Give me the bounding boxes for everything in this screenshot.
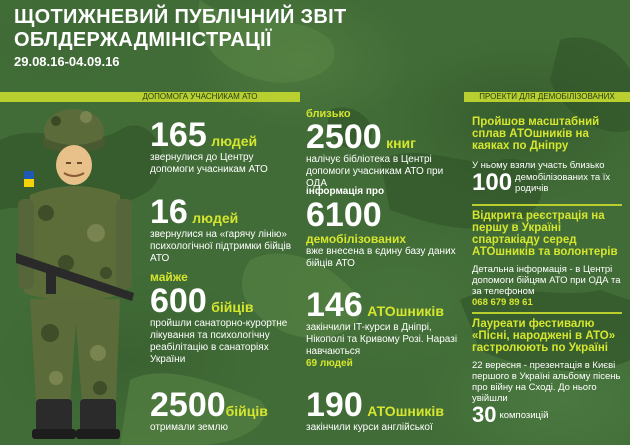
stat-unit: АТОшників [367, 303, 444, 319]
stat-card-3 [150, 388, 300, 434]
project-text: 22 вересня - презентація в Києві першого в Україні альбому пісень про війну на Сході. До нього увійшли [472, 360, 621, 404]
stat-number: 2500 [150, 386, 226, 424]
stat-pre: інформація про [306, 186, 385, 197]
report-dates: 29.08.16-04.09.16 [14, 54, 120, 69]
stat-unit: АТОшників [367, 403, 444, 419]
stat-card-1 [150, 195, 300, 265]
project-number: 100 [472, 169, 513, 196]
title-line-1: ЩОТИЖНЕВИЙ ПУБЛІЧНИЙ ЗВІТ [14, 6, 347, 28]
stat-pre: близько [306, 108, 351, 120]
stat-unit: бійців [211, 299, 254, 315]
stat-card-7 [306, 388, 462, 434]
project-text: У ньому взяли участь близько [472, 160, 605, 171]
project-head: Пройшов масштабний сплав АТОшників на каяках по Дніпру [472, 116, 600, 152]
title-line-2: ОБЛДЕРЖАДМІНІСТРАЦІЇ [14, 29, 272, 51]
stat-text: закінчили IT-курси в Дніпрі, Нікополі та Кривому Розі. Наразі навчаються [306, 322, 458, 357]
band-left [0, 92, 300, 102]
project-text: Детальна інформація - в Центрі допомоги бійцям АТО при ОДА та за телефоном [472, 264, 621, 297]
stat-unit: книг [386, 135, 416, 151]
stat-text: вже внесена в єдину базу даних бійців АТО [306, 246, 456, 269]
stat-number: 165 [150, 116, 207, 154]
project-head: Лауреати фестивалю «Пісні, народжені в АТО» гастролюють по Україні [472, 318, 616, 354]
stat-text: отримали землю [150, 422, 228, 433]
stat-card-4 [306, 108, 460, 190]
band-right: ПРОЕКТИ ДЛЯ ДЕМОБІЛІЗОВАНИХ [464, 92, 630, 102]
band-left-label: ДОПОМОГА УЧАСНИКАМ АТО [142, 92, 258, 101]
stat-number: 6100 [306, 196, 382, 234]
project-card-0 [472, 116, 622, 195]
stat-text: налічує бібліотека в Центрі допомоги учасникам АТО при ОДА [306, 154, 444, 189]
stat-text: пройшли санаторно-курортне лікування та психологічну реабілітацію в санаторіях України [150, 318, 288, 365]
project-tail: демобілізованих та їх родичів [515, 172, 611, 194]
soldier-illustration [16, 103, 134, 445]
project-card-1 [472, 210, 622, 308]
stat-card-0 [150, 118, 298, 176]
stat-text: звернулися на «гарячу лінію» психологічної підтримки бійців АТО [150, 229, 292, 264]
stat-number: 600 [150, 282, 207, 320]
stat-number: 190 [306, 386, 363, 424]
project-card-2 [472, 318, 622, 426]
divider [472, 312, 622, 314]
stat-unit: людей [192, 210, 239, 226]
stat-card-2 [150, 270, 300, 366]
project-tail: композицій [499, 409, 549, 421]
stat-card-6 [306, 288, 462, 370]
stat-unit: людей [211, 133, 258, 149]
project-number: 30 [472, 402, 497, 427]
stat-text: закінчили курси англійської [306, 422, 433, 433]
stat-number: 146 [306, 286, 363, 324]
stat-text: звернулися до Центру допомоги учасникам АТО [150, 152, 268, 175]
stat-card-5 [306, 186, 462, 270]
project-phone: 068 679 89 61 [472, 297, 533, 308]
stat-unit: демобілізованих [306, 232, 407, 246]
stat-extra: 69 людей [306, 358, 353, 369]
project-head: Відкрита реєстрація на першу в Україні спартакіаду серед АТОшників та волонтерів [472, 210, 618, 258]
page-title [14, 6, 346, 52]
stat-number: 2500 [306, 118, 382, 156]
stat-number: 16 [150, 193, 188, 231]
divider [472, 204, 622, 206]
stat-pre: майже [150, 270, 188, 284]
stat-unit: бійців [225, 403, 268, 419]
